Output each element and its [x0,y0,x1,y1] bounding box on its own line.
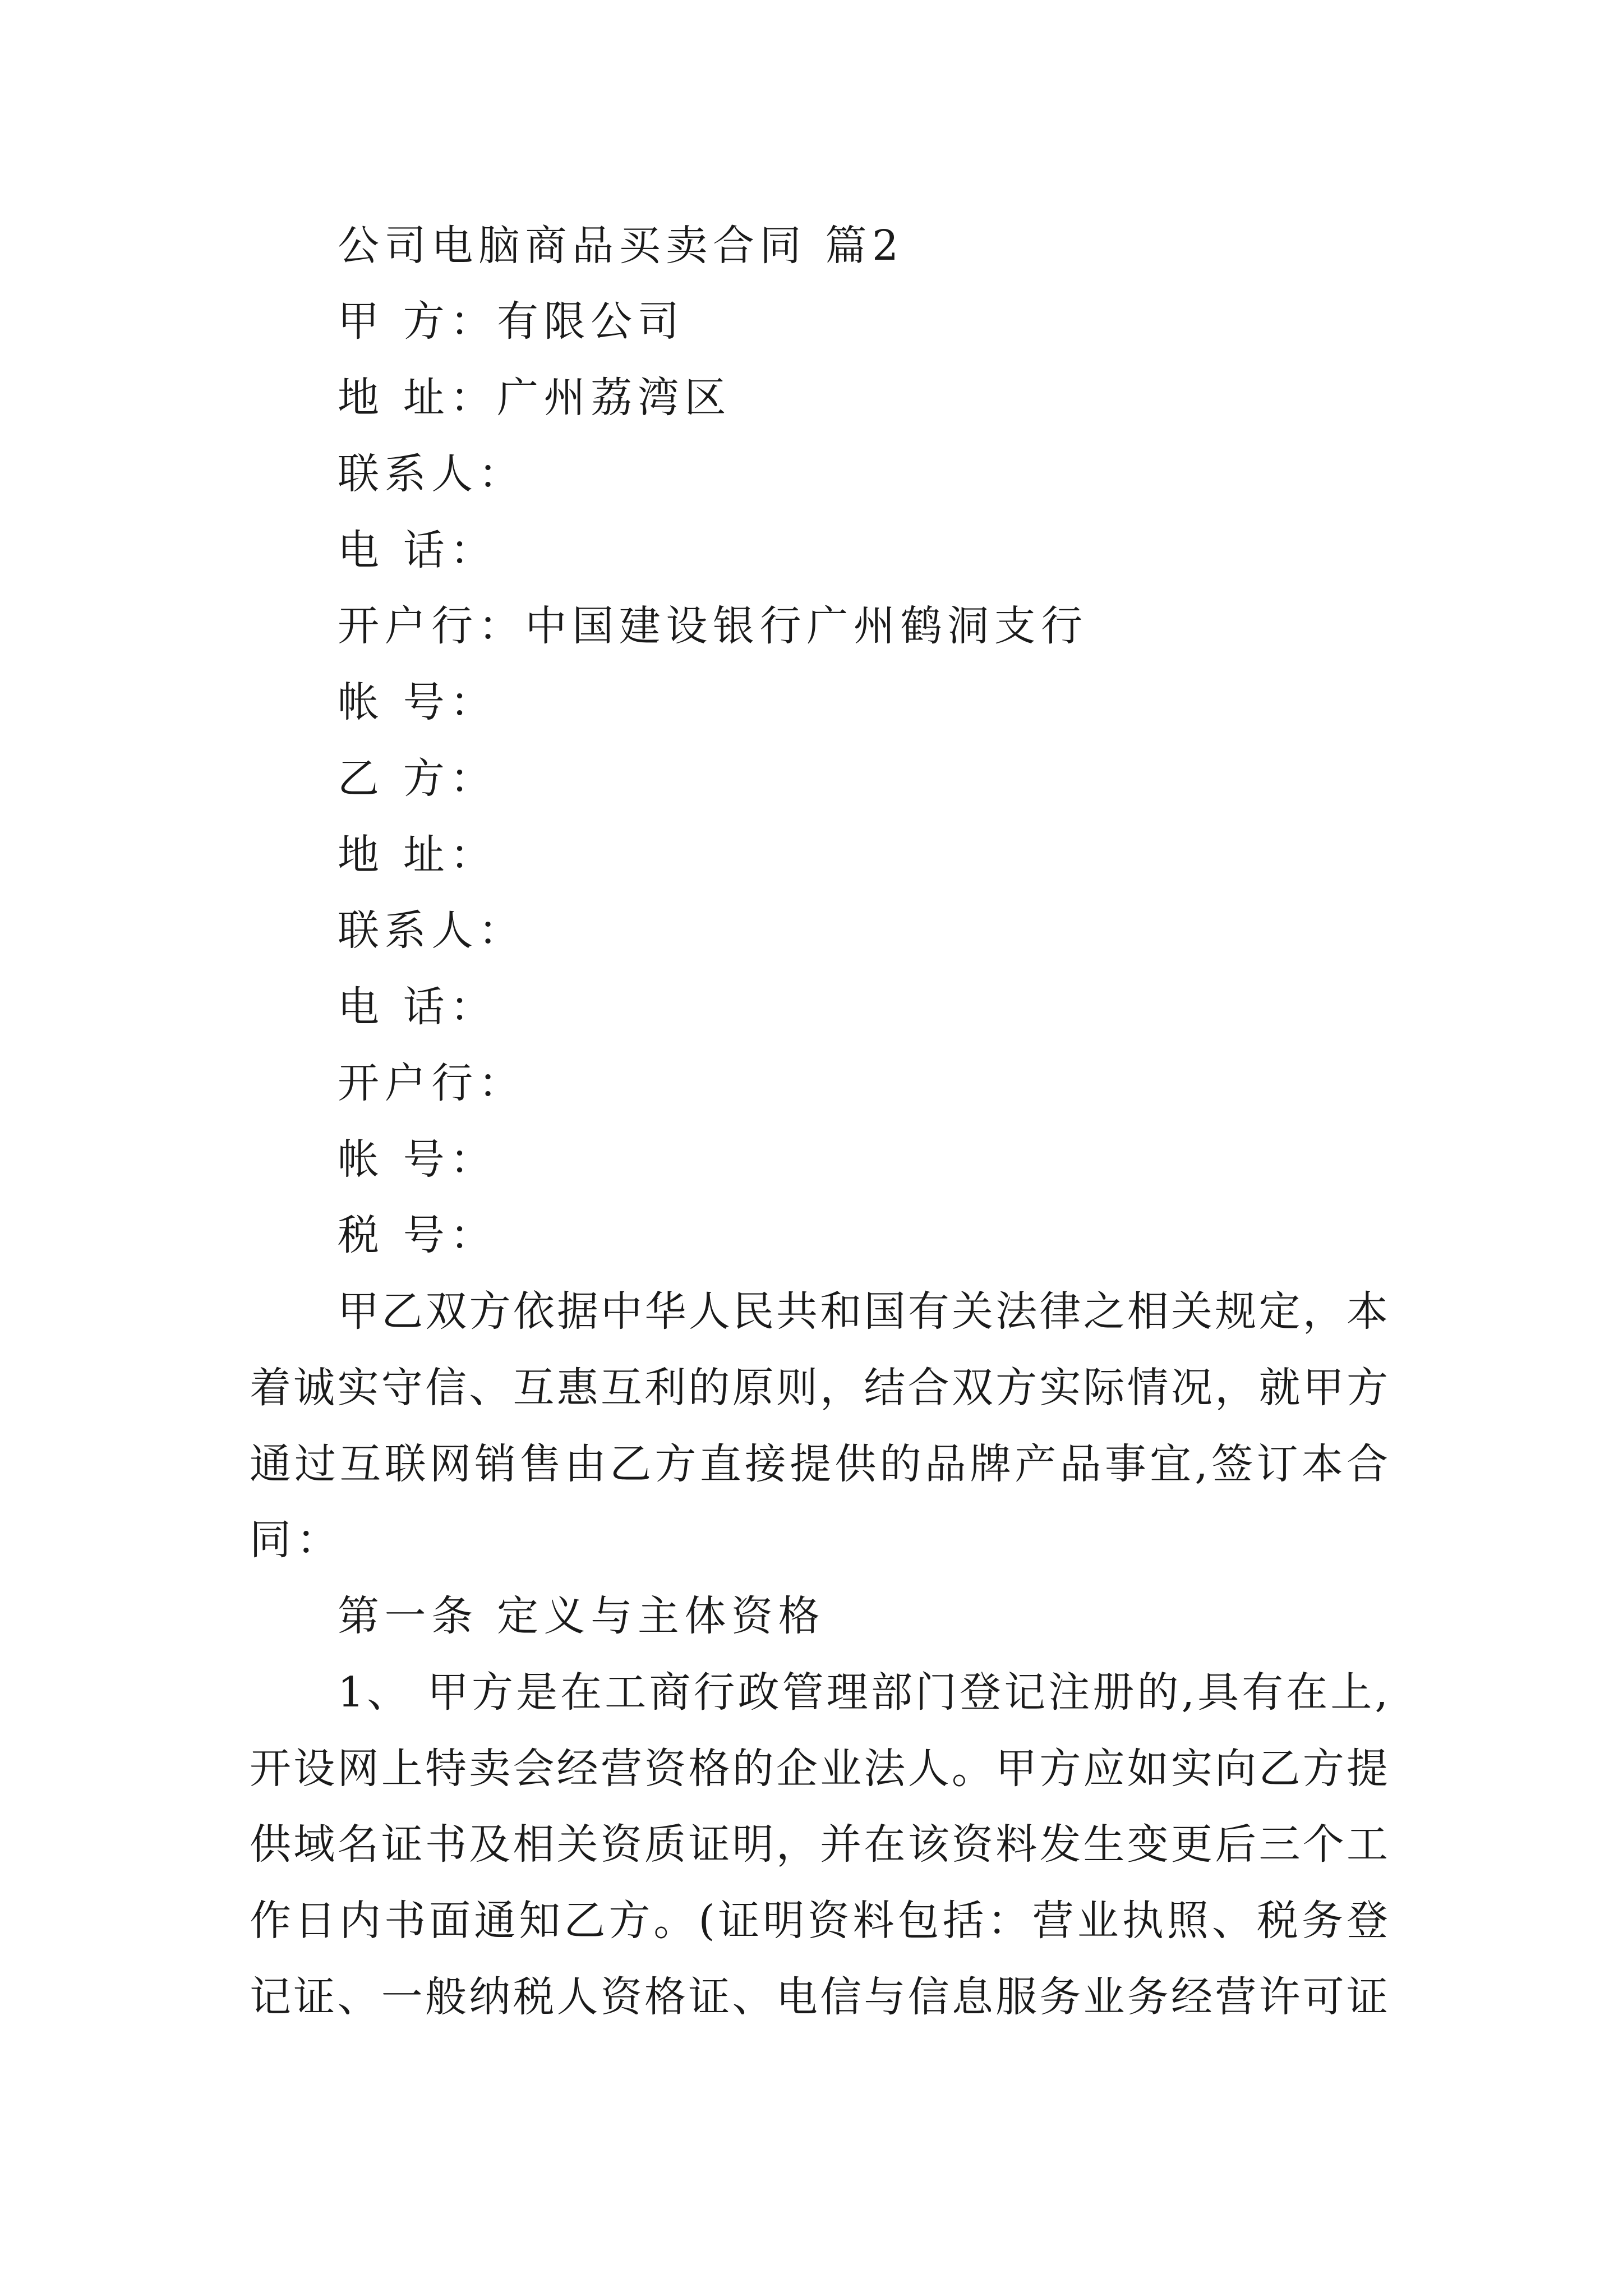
clause-1-line-1: 1、 甲方是在工商行政管理部门登记注册的,具有在上, [338,1668,1388,1717]
preamble-line-2: 着诚实守信、互惠互利的原则，结合双方实际情况，就甲方 [250,1364,1388,1412]
party-b-phone: 电 话： [338,983,497,1031]
party-b-tax-id: 税 号： [338,1211,497,1259]
preamble-line-1: 甲乙双方依据中华人民共和国有关法律之相关规定，本 [338,1287,1388,1336]
party-a-account: 帐 号： [338,678,497,726]
party-a-contact: 联系人： [338,450,525,498]
party-a-phone: 电 话： [338,526,497,574]
party-b-address: 地 址： [338,831,497,879]
party-b-bank: 开户行： [338,1059,525,1107]
party-a-bank: 开户行：中国建设银行广州鹤洞支行 [338,602,1088,650]
document-title: 公司电脑商品买卖合同 篇2 [338,222,904,270]
party-b-account: 帐 号： [338,1135,497,1184]
clause-1-line-4: 作日内书面通知乙方。(证明资料包括：营业执照、税务登 [250,1897,1388,1945]
article-1-heading: 第一条 定义与主体资格 [338,1592,826,1640]
party-b-name: 乙 方： [338,754,497,803]
party-b-contact: 联系人： [338,907,525,955]
party-a-address: 地 址：广州荔湾区 [338,374,732,422]
preamble-line-4: 同： [250,1516,344,1564]
clause-1-line-2: 开设网上特卖会经营资格的企业法人。甲方应如实向乙方提 [250,1745,1388,1793]
clause-1-line-3: 供域名证书及相关资质证明，并在该资料发生变更后三个工 [250,1820,1388,1869]
clause-1-line-5: 记证、一般纳税人资格证、电信与信息服务业务经营许可证 [250,1973,1388,2021]
preamble-line-3: 通过互联网销售由乙方直接提供的品牌产品事宜,签订本合 [250,1440,1388,1488]
party-a-name: 甲 方：有限公司 [338,297,685,346]
